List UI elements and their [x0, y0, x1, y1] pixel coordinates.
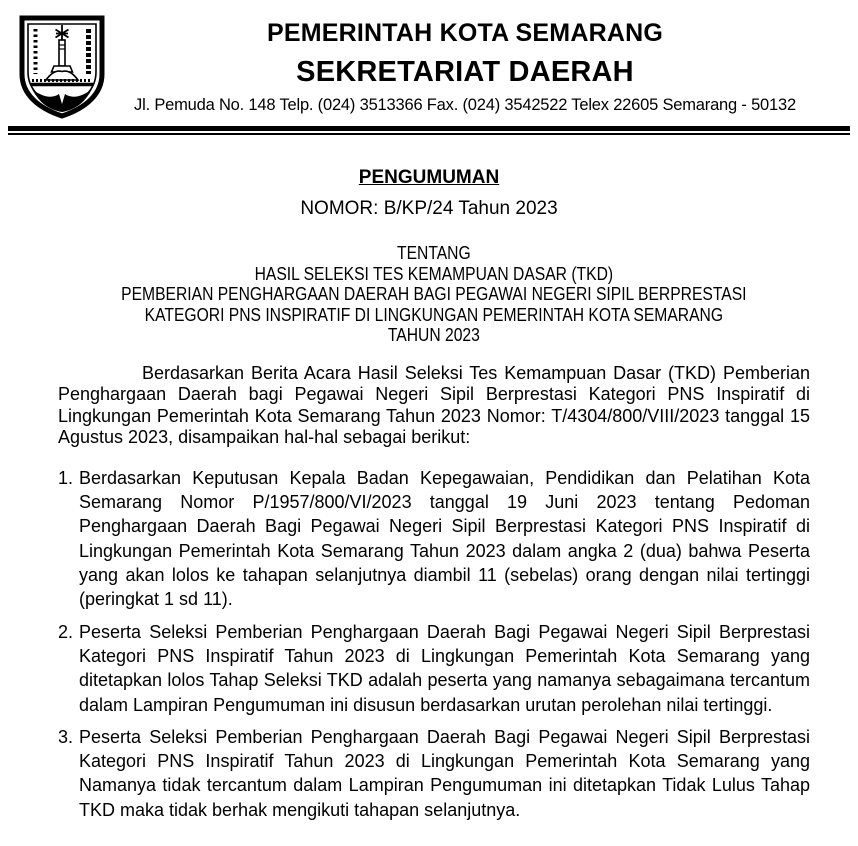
subject-label: TENTANG: [397, 243, 471, 263]
address-line: Jl. Pemuda No. 148 Telp. (024) 3513366 Fax. (024) 3542522 Telex 22605 Semarang - 50132: [134, 96, 796, 114]
list-item-number: 2.: [58, 621, 74, 642]
subject-line-4: TAHUN 2023: [387, 325, 480, 345]
subject-line-2: PEMBERIAN PENGHARGAAN DAERAH BAGI PEGAWAI NEGERI SIPIL BERPRESTASI: [121, 284, 747, 304]
subject-block: [58, 243, 810, 346]
opening-paragraph: Berdasarkan Berita Acara Hasil Seleksi Tes Kemampuan Dasar (TKD) Pemberian Penghargaan Daerah bagi Pegawai Negeri Sipil Berprestasi Kategori PNS Inspiratif di Lingkungan Pemerintah Kota Semarang Tahun 2023 Nomor: T/4304/800/VIII/2023 tanggal 15 Agustus 2023, disampaikan hal-hal sebagai berikut:: [58, 362, 810, 448]
list-item: [58, 620, 810, 717]
numbered-list: [58, 466, 810, 822]
document-body: [58, 243, 810, 822]
list-item-text: Peserta Seleksi Pemberian Penghargaan Daerah Bagi Pegawai Negeri Sipil Berprestasi Kategori PNS Inspiratif Tahun 2023 di Lingkungan Pemerintah Kota Semarang yang Namanya tidak tercantum dalam Lampiran Pengumuman ini ditetapkan Tidak Lulus Tahap TKD maka tidak berhak mengikuti tahapan selanjutnya.: [79, 726, 810, 820]
letterhead-text: [110, 14, 820, 118]
list-item-number: 1.: [58, 467, 74, 488]
subject-line-3: KATEGORI PNS INSPIRATIF DI LINGKUNGAN PEMERINTAH KOTA SEMARANG: [144, 304, 724, 325]
government-name: PEMERINTAH KOTA SEMARANG: [267, 19, 663, 47]
document-number: NOMOR: B/KP/24 Tahun 2023: [300, 198, 558, 219]
subject-line-1: HASIL SELEKSI TES KEMAMPUAN DASAR (TKD): [254, 263, 614, 284]
office-name: SEKRETARIAT DAERAH: [296, 56, 634, 88]
semarang-city-emblem-logo: [18, 14, 106, 120]
list-item-text: Berdasarkan Keputusan Kepala Badan Kepegawaian, Pendidikan dan Pelatihan Kota Semarang Nomor P/1957/800/VI/2023 tanggal 19 Juni 2023 tentang Pedoman Penghargaan Daerah Bagi Pegawai Negeri Sipil Berprestasi Kategori PNS Inspiratif di Lingkungan Pemerintah Kota Semarang Tahun 2023 dalam angka 2 (dua) bahwa Peserta yang akan lolos ke tahapan selanjutnya diambil 11 (sebelas) orang dengan nilai tertinggi (peringkat 1 sd 11).: [79, 467, 810, 610]
letterhead: [0, 0, 858, 118]
list-item: [58, 466, 810, 612]
document-title: PENGUMUMAN: [358, 167, 500, 188]
list-item-text: Peserta Seleksi Pemberian Penghargaan Daerah Bagi Pegawai Negeri Sipil Berprestasi Kategori PNS Inspiratif Tahun 2023 di Lingkungan Pemerintah Kota Semarang yang ditetapkan lolos Tahap Seleksi TKD adalah peserta yang namanya sebagaimana tercantum dalam Lampiran Pengumuman ini disusun berdasarkan urutan perolehan nilai tertinggi.: [79, 621, 810, 715]
letterhead-divider: [8, 126, 850, 135]
list-item: [58, 725, 810, 822]
list-item-number: 3.: [58, 726, 74, 747]
